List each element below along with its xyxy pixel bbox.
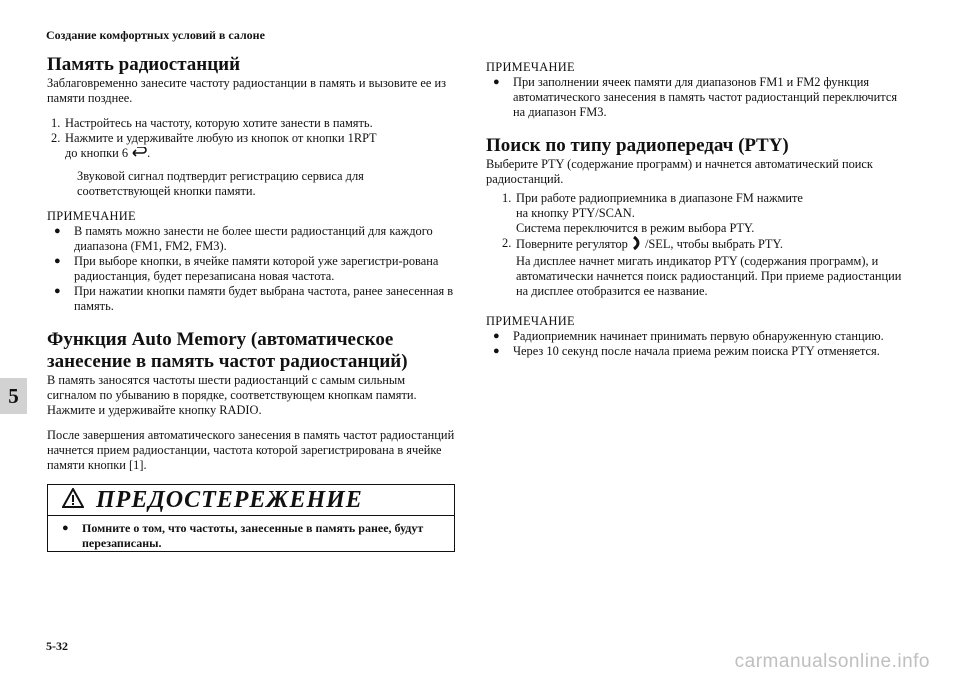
- step-line: Поверните регулятор: [516, 237, 628, 251]
- warning-triangle-icon: [62, 488, 84, 513]
- note-label: ПРИМЕЧАНИЕ: [486, 60, 575, 74]
- step-number: 2.: [502, 236, 512, 250]
- section-title-memory: Память радиостанций: [47, 54, 241, 75]
- step-line: Система переключится в режим выбора PTY.: [516, 221, 755, 235]
- bullet-icon: ●: [493, 330, 500, 342]
- memory-intro: Заблаговременно занесите частоту радиостанции в память и вызовите ее из памяти позднее.: [47, 76, 446, 105]
- pty-intro: Выберите PTY (содержание программ) и начнется автоматический поиск радиостанций.: [486, 157, 873, 186]
- automemory-para2: После завершения автоматического занесения в память частот радиостанций начнется прием радиостанции, частота которой зарегистрирована в ячейке памяти кнопки [1].: [47, 428, 455, 472]
- warning-box: [47, 484, 455, 552]
- bullet-icon: ●: [493, 345, 500, 357]
- pty-steps: [486, 191, 906, 299]
- bullet-icon: ●: [54, 255, 61, 267]
- note-item: [47, 254, 457, 284]
- step-text: [516, 236, 906, 299]
- step-line: /SEL, чтобы выбрать PTY.: [644, 237, 783, 251]
- note-item: [47, 224, 457, 254]
- warning-title: ПРЕДОСТЕРЕЖЕНИЕ: [96, 486, 363, 513]
- bullet-icon: ●: [62, 522, 69, 534]
- step-rest: На дисплее начнет мигать индикатор PTY (содержания программ), и автоматически начнется поиск радиостанций. При приеме радиостанции на дисплее отобразится ее название.: [516, 254, 902, 298]
- memory-confirm: Звуковой сигнал подтвердит регистрацию сервиса для соответствующей кнопки памяти.: [77, 169, 364, 198]
- note-label: ПРИМЕЧАНИЕ: [47, 209, 136, 223]
- section-title-automemory-1: Функция Auto Memory (автоматическое: [47, 329, 394, 350]
- section-title-pty: Поиск по типу радиопередач (PTY): [486, 135, 789, 156]
- return-arrow-icon: [131, 147, 147, 163]
- note-text: Радиоприемник начинает принимать первую обнаруженную станцию.: [513, 329, 884, 343]
- note-item: [486, 344, 906, 359]
- step-line: При работе радиоприемника в диапазоне FM нажмите: [516, 191, 803, 205]
- page-header: Создание комфортных условий в салоне: [46, 28, 265, 42]
- memory-step-1: [51, 116, 457, 131]
- step-text: [65, 131, 377, 163]
- note-text: При заполнении ячеек памяти для диапазонов FM1 и FM2 функция автоматического занесения в память частот радиостанций переключится на диапазон FM3.: [513, 75, 898, 119]
- memory-steps: [47, 116, 457, 163]
- note-text: При выборе кнопки, в ячейке памяти которой уже зарегистри-рована радиостанция, будет перезаписана новая частота.: [74, 254, 439, 283]
- right-column: [486, 60, 906, 359]
- warning-text-row: [62, 521, 442, 551]
- memory-step-2: [51, 131, 457, 163]
- left-column: [47, 54, 457, 473]
- pty-step-2: [502, 236, 906, 299]
- note-item: [47, 284, 457, 314]
- note-text: Через 10 секунд после начала приема режим поиска PTY отменяется.: [513, 344, 880, 358]
- step-line2: до кнопки 6: [65, 146, 129, 160]
- bullet-icon: ●: [54, 285, 61, 297]
- bullet-icon: ●: [493, 76, 500, 88]
- note-item: [486, 329, 906, 344]
- step-text: Настройтесь на частоту, которую хотите занести в память.: [65, 116, 373, 130]
- step-text: [516, 191, 803, 236]
- tuning-knob-icon: [631, 236, 645, 254]
- step-number: 2.: [51, 131, 61, 145]
- step-number: 1.: [51, 116, 61, 130]
- warning-title-bar: [48, 485, 454, 516]
- page-number: 5-32: [46, 639, 68, 653]
- step-line: на кнопку PTY/SCAN.: [516, 206, 635, 220]
- watermark: carmanualsonline.info: [734, 651, 930, 672]
- bullet-icon: ●: [54, 225, 61, 237]
- step-line2-end: .: [147, 146, 151, 160]
- note-item: [486, 75, 906, 120]
- step-line1: Нажмите и удерживайте любую из кнопок от кнопки 1RPT: [65, 131, 377, 145]
- section-title-automemory-2: занесение в память частот радиостанций): [47, 351, 408, 372]
- automemory-para1: В память заносятся частоты шести радиостанций с самым сильным сигналом по убыванию в порядке, соответствующем кнопкам памяти. Нажмите и удерживайте кнопку RADIO.: [47, 373, 417, 417]
- note-text: В память можно занести не более шести радиостанций для каждого диапазона (FM1, FM2, FM3).: [74, 224, 433, 253]
- warning-text: Помните о том, что частоты, занесенные в память ранее, будут перезаписаны.: [82, 521, 424, 550]
- pty-step-1: [502, 191, 906, 236]
- note-text: При нажатии кнопки памяти будет выбрана частота, ранее занесенная в память.: [74, 284, 454, 313]
- step-number: 1.: [502, 191, 512, 205]
- note-label: ПРИМЕЧАНИЕ: [486, 314, 575, 328]
- chapter-tab: 5: [0, 378, 27, 414]
